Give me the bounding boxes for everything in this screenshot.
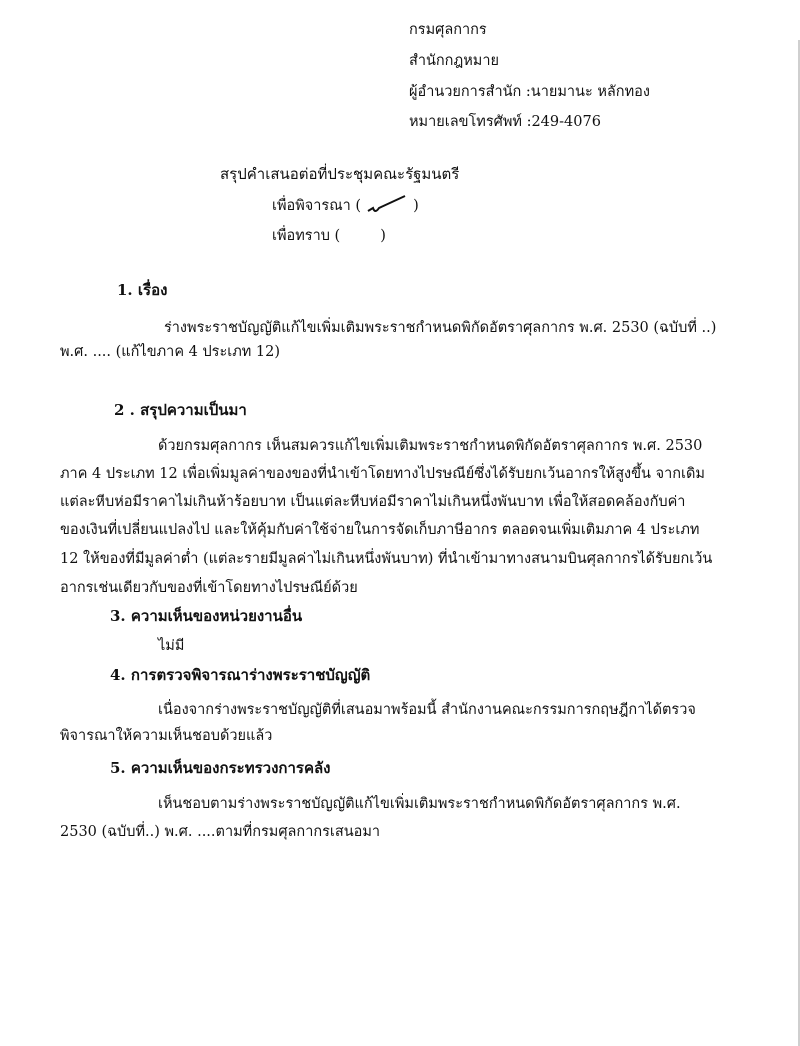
section-1-title: 1. เรื่อง bbox=[117, 281, 168, 299]
checkmark-icon bbox=[361, 197, 413, 215]
section-4-line1: เนื่องจากร่างพระราชบัญญัติที่เสนอมาพร้อมนี้ สำนักงานคณะกรรมการกฤษฎีกาได้ตรวจ bbox=[158, 702, 696, 718]
header-phone: หมายเลขโทรศัพท์ :249-4076 bbox=[409, 114, 601, 130]
summary-title: สรุปคำเสนอต่อที่ประชุมคณะรัฐมนตรี bbox=[220, 165, 460, 183]
section-2-line5: 12 ให้ของที่มีมูลค่าต่ำ (แต่ละรายมีมูลค่าไม่เกินหนึ่งพันบาท) ที่นำเข้ามาทางสนามบินศุลกากรได้รับยกเว้น bbox=[60, 551, 713, 567]
section-4-line2: พิจารณาให้ความเห็นชอบด้วยแล้ว bbox=[60, 728, 273, 744]
section-2-line3: แต่ละหีบห่อมีราคาไม่เกินห้าร้อยบาท เป็นแต่ละหีบห่อมีราคาไม่เกินหนึ่งพันบาท เพื่อให้สอดคล้องกับค่า bbox=[60, 494, 686, 510]
section-3-body: ไม่มี bbox=[158, 638, 185, 654]
section-5-title: 5. ความเห็นของกระทรวงการคลัง bbox=[110, 759, 331, 777]
option-for-information bbox=[272, 224, 386, 247]
header-office: สำนักกฎหมาย bbox=[409, 53, 499, 69]
section-2-line2: ภาค 4 ประเภท 12 เพื่อเพิ่มมูลค่าของของที่นำเข้าโดยทางไปรษณีย์ซึ่งได้รับยกเว้นอากรให้สูงขึ้น จากเดิม bbox=[60, 466, 705, 482]
option-information-close: ) bbox=[380, 228, 386, 244]
section-4-title: 4. การตรวจพิจารณาร่างพระราชบัญญัติ bbox=[110, 666, 371, 684]
option-consideration-close: ) bbox=[413, 198, 419, 214]
section-2-line4: ของเงินที่เปลี่ยนแปลงไป และให้คุ้มกับค่าใช้จ่ายในการจัดเก็บภาษีอากร ตลอดจนเพิ่มเติมภาค 4 ประเภท bbox=[60, 522, 700, 538]
option-for-consideration bbox=[272, 194, 419, 217]
section-2-line1: ด้วยกรมศุลกากร เห็นสมควรแก้ไขเพิ่มเติมพระราชกำหนดพิกัดอัตราศุลกากร พ.ศ. 2530 bbox=[158, 438, 703, 454]
section-1-line1: ร่างพระราชบัญญัติแก้ไขเพิ่มเติมพระราชกำหนดพิกัดอัตราศุลกากร พ.ศ. 2530 (ฉบับที่ ..) bbox=[164, 320, 717, 336]
section-2-title: 2 . สรุปความเป็นมา bbox=[114, 401, 247, 419]
section-2-line6: อากรเช่นเดียวกับของที่เข้าโดยทางไปรษณีย์ด้วย bbox=[60, 580, 358, 596]
section-3-title: 3. ความเห็นของหน่วยงานอื่น bbox=[110, 607, 303, 625]
option-information-label: เพื่อทราบ ( bbox=[272, 228, 341, 244]
section-1-line2: พ.ศ. .... (แก้ไขภาค 4 ประเภท 12) bbox=[60, 344, 281, 360]
section-5-line1: เห็นชอบตามร่างพระราชบัญญัติแก้ไขเพิ่มเติมพระราชกำหนดพิกัดอัตราศุลกากร พ.ศ. bbox=[158, 796, 681, 812]
header-department: กรมศุลกากร bbox=[409, 22, 487, 38]
section-5-line2: 2530 (ฉบับที่..) พ.ศ. ....ตามที่กรมศุลกากรเสนอมา bbox=[60, 824, 381, 840]
header-director: ผู้อำนวยการสำนัก :นายมานะ หลักทอง bbox=[409, 84, 650, 100]
option-consideration-label: เพื่อพิจารณา ( bbox=[272, 198, 362, 214]
